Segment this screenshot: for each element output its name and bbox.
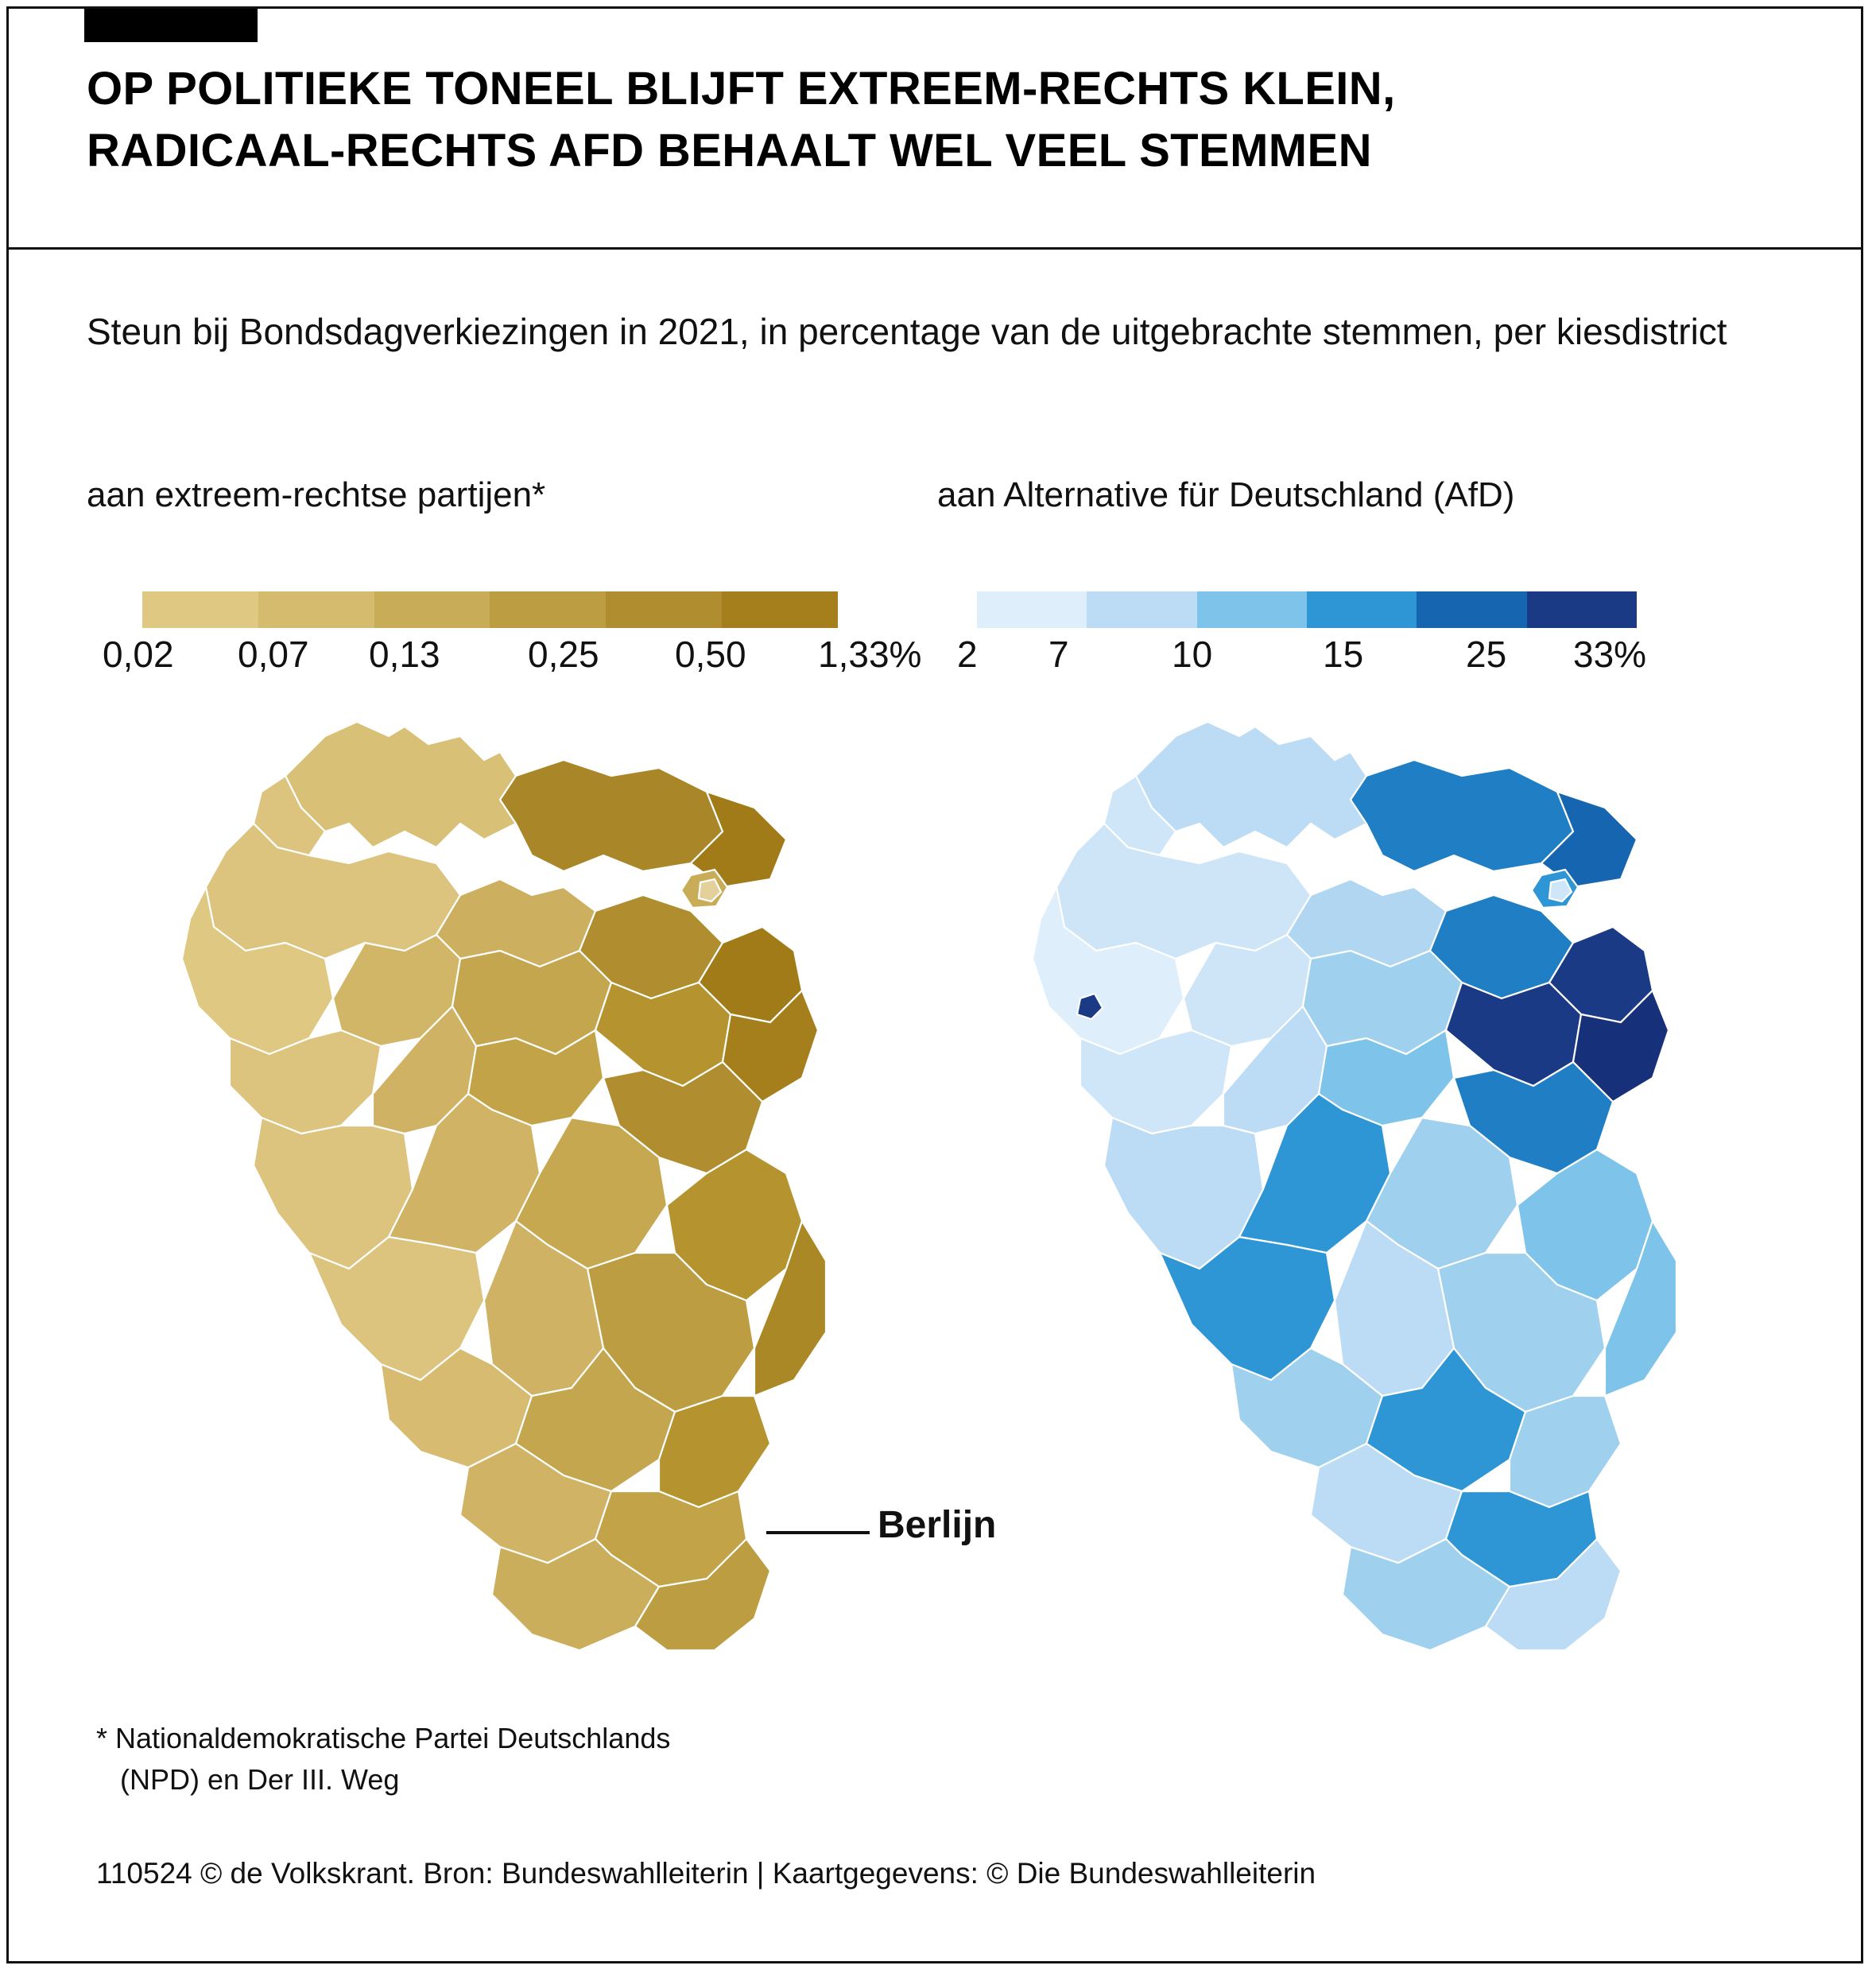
legend-swatch-right-3 [1197,591,1307,628]
map-svg-left [87,712,882,1714]
legend-label-left-6: 1,33% [818,634,922,675]
map-afd[interactable] [937,712,1732,1714]
panel-extreme-right [87,474,997,1546]
legend-labels-right [937,633,1732,680]
legend-label-right-4: 15 [1323,634,1364,675]
legend-swatch-right-6 [1527,591,1637,628]
header-tick-bar [84,9,258,42]
title-line-1: OP POLITIEKE TONEEL BLIJFT EXTREEM-RECHTS KLEIN, [87,63,1396,114]
panel-afd [937,474,1788,675]
legend-label-left-4: 0,25 [528,634,599,675]
legend-swatch-left-6 [722,591,838,628]
legend-swatch-left-2 [258,591,374,628]
legend-swatch-right-1 [977,591,1087,628]
legend-left [142,591,838,628]
legend-label-left-3: 0,13 [369,634,440,675]
legend-swatch-left-3 [374,591,490,628]
source-credit: 110524 © de Volkskrant. Bron: Bundeswahlleiterin | Kaartgegevens: © Die Bundeswahlleiterin [96,1857,1316,1890]
footnote-line-2: (NPD) en Der III. Weg [120,1763,400,1796]
berlin-annotation-label: Berlijn [878,1504,997,1546]
map-extreme-right[interactable] [87,712,882,1714]
footnote-line-1: * Nationaldemokratische Partei Deutschlands [96,1722,671,1754]
legend-swatch-right-5 [1417,591,1526,628]
legend-label-left-2: 0,07 [238,634,309,675]
legend-right [977,591,1637,628]
legend-swatch-left-4 [490,591,606,628]
chart-subtitle: Steun bij Bondsdagverkiezingen in 2021, in percentage van de uitgebrachte stemmen, per kiesdistrict [87,311,1727,352]
legend-label-right-5: 25 [1466,634,1507,675]
legend-label-right-6: 33% [1573,634,1647,675]
legend-swatch-left-5 [606,591,722,628]
infographic-frame [6,6,1863,1963]
legend-label-right-1: 2 [957,634,978,675]
map-svg-right [937,712,1732,1714]
footnote [96,1718,1209,1801]
legend-label-right-2: 7 [1048,634,1069,675]
panel-title-right: aan Alternative für Deutschland (AfD) [937,475,1515,514]
berlin-annotation-line [766,1531,870,1534]
page-title [87,58,1788,182]
legend-swatch-right-2 [1087,591,1196,628]
legend-label-left-5: 0,50 [675,634,746,675]
legend-label-right-3: 10 [1172,634,1213,675]
legend-swatch-left-1 [142,591,258,628]
header-divider [9,247,1861,250]
legend-swatch-right-4 [1307,591,1417,628]
title-line-2: RADICAAL-RECHTS AFD BEHAALT WEL VEEL STEMMEN [87,125,1372,176]
legend-label-left-1: 0,02 [103,634,174,675]
legend-labels-left [87,633,922,680]
panel-title-left: aan extreem-rechtse partijen* [87,475,546,514]
